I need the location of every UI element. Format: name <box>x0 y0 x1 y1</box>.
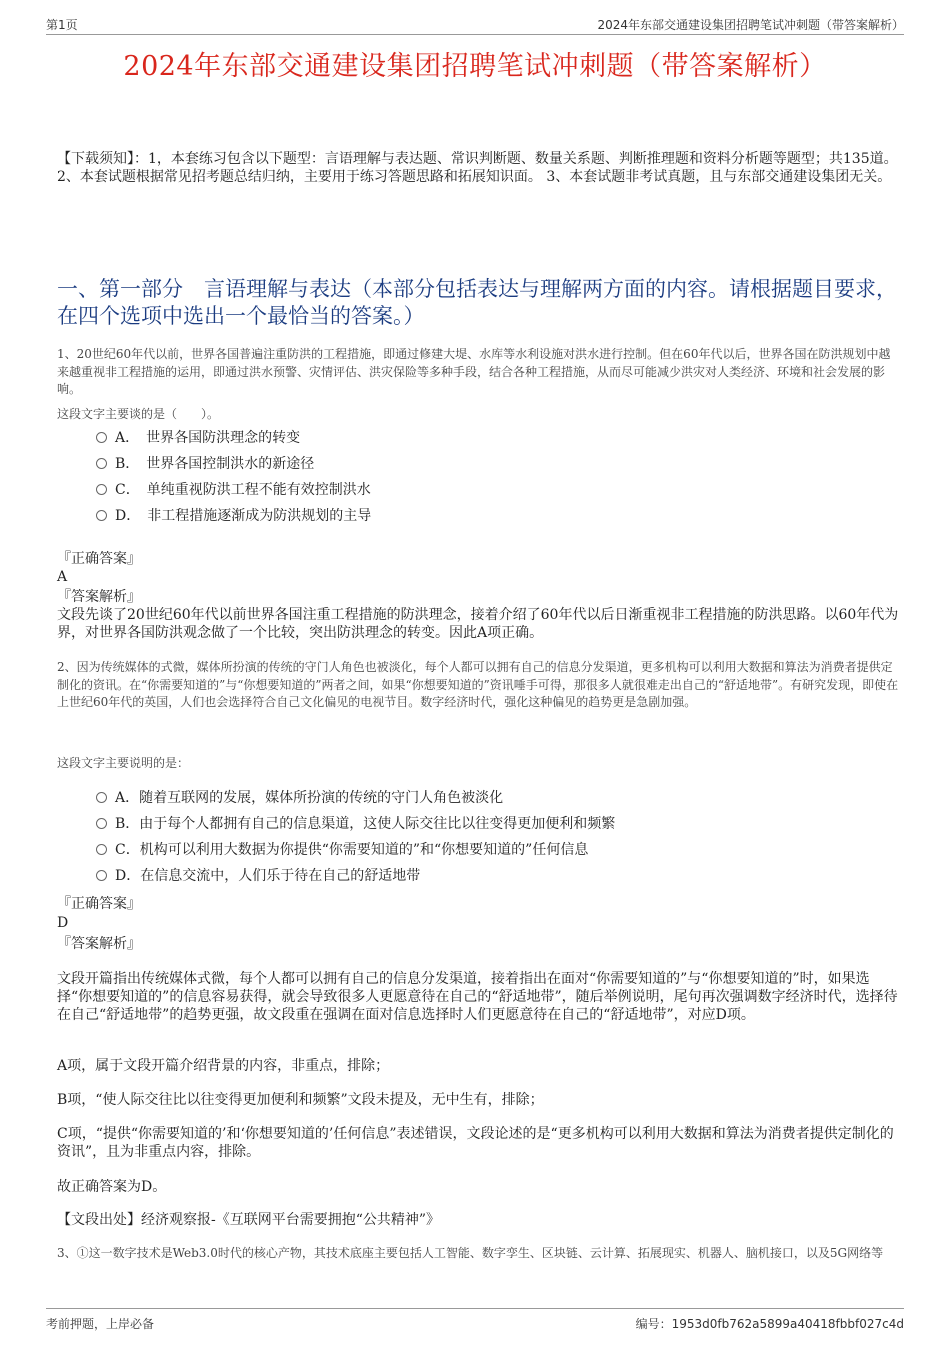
radio-icon[interactable] <box>96 510 107 521</box>
q2-option-b[interactable]: B．由于每个人都拥有自己的信息渠道，这使人际交往比以往变得更加便利和频繁 <box>96 814 615 834</box>
q1-answer-label: 『正确答案』 <box>57 551 141 567</box>
q2-analysis-label: 『答案解析』 <box>57 936 141 952</box>
q2-answer: D <box>57 915 69 931</box>
question-2-prompt: 这段文字主要说明的是： <box>57 756 190 770</box>
page-number: 第1页 <box>46 18 78 32</box>
footer-slogan: 考前押题，上岸必备 <box>46 1317 155 1331</box>
q1-option-b[interactable]: B． 世界各国控制洪水的新途径 <box>96 454 314 474</box>
q1-option-d[interactable]: D． 非工程措施逐渐成为防洪规划的主导 <box>96 506 371 526</box>
q2-option-d[interactable]: D．在信息交流中，人们乐于待在自己的舒适地带 <box>96 866 420 886</box>
footer-serial: 编号：1953d0fb762a5899a40418fbbf027c4d <box>635 1317 904 1331</box>
radio-icon[interactable] <box>96 870 107 881</box>
q2-answer-label: 『正确答案』 <box>57 896 141 912</box>
radio-icon[interactable] <box>96 792 107 803</box>
radio-icon[interactable] <box>96 818 107 829</box>
q2-note-b: B项，“使人际交往比以往变得更加便利和频繁”文段未提及，无中生有，排除； <box>57 1092 544 1108</box>
question-2-text: 2、因为传统媒体的式微，媒体所扮演的传统的守门人角色也被淡化，每个人都可以拥有自己的信息分发渠道，更多机构可以利用大数据和算法为消费者提供定制化的资讯。在“你需要知道的”与“你想要知道的”两者之间，如果“你想要知道的”资讯唾手可得，那很多人就很难走出自己的“舒适地带”。有研究发现，即使在上世纪60年代的英国，人们也会选择符合自己文化偏见的电视节目。数字经济时代，强化这种偏见的趋势更是急剧加强。 <box>57 660 899 709</box>
radio-icon[interactable] <box>96 844 107 855</box>
q2-source: 【文段出处】经济观察报-《互联网平台需要拥抱“公共精神”》 <box>57 1212 441 1228</box>
q1-analysis: 文段先谈了20世纪60年代以前世界各国注重工程措施的防洪理念，接着介绍了60年代以后日渐重视非工程措施的防洪思路。以60年代为界，对世界各国防洪观念做了一个比较，突出防洪理念的转变。因此A项正确。 <box>57 607 899 641</box>
question-3-text: 3、①这一数字技术是Web3.0时代的核心产物，其技术底座主要包括人工智能、数字孪生、区块链、云计算、拓展现实、机器人、脑机接口，以及5G网络等 <box>57 1246 884 1260</box>
q1-analysis-label: 『答案解析』 <box>57 589 141 605</box>
q1-option-c[interactable]: C． 单纯重视防洪工程不能有效控制洪水 <box>96 480 371 500</box>
page-header <box>46 14 904 35</box>
radio-icon[interactable] <box>96 458 107 469</box>
download-notice: 【下载须知】：1，本套练习包含以下题型：言语理解与表达题、常识判断题、数量关系题、判断推理题和资料分析题等题型；共135道。 2、本套试题根据常见招考题总结归纳，主要用于练习答题思路和拓展知识面。 3、本套试题非考试真题，且与东部交通建设集团无关。 <box>57 151 898 185</box>
radio-icon[interactable] <box>96 484 107 495</box>
header-doc-title: 2024年东部交通建设集团招聘笔试冲刺题（带答案解析） <box>597 18 904 32</box>
page-title: 2024年东部交通建设集团招聘笔试冲刺题（带答案解析） <box>123 51 827 82</box>
question-1-prompt: 这段文字主要谈的是（ ）。 <box>57 407 220 421</box>
q1-option-a[interactable]: A． 世界各国防洪理念的转变 <box>96 428 300 448</box>
q2-note-a: A项，属于文段开篇介绍背景的内容，非重点，排除； <box>57 1058 390 1074</box>
q2-analysis: 文段开篇指出传统媒体式微，每个人都可以拥有自己的信息分发渠道，接着指出在面对“你需要知道的”与“你想要知道的”时，如果选择“你想要知道的”的信息容易获得，就会导致很多人更愿意待在自己的“舒适地带”，随后举例说明，尾句再次强调数字经济时代，选择待在自己“舒适地带”的趋势更强，故文段重在强调在面对信息选择时人们更愿意待在自己的“舒适地带”，对应D项。 <box>57 971 898 1023</box>
q2-option-c[interactable]: C．机构可以利用大数据为你提供“你需要知道的”和“你想要知道的”任何信息 <box>96 840 588 860</box>
q1-answer: A <box>57 569 68 585</box>
section-heading: 一、第一部分 言语理解与表达（本部分包括表达与理解两方面的内容。请根据题目要求，在四个选项中选出一个最恰当的答案。） <box>57 277 897 328</box>
q2-option-a[interactable]: A．随着互联网的发展，媒体所扮演的传统的守门人角色被淡化 <box>96 788 503 808</box>
radio-icon[interactable] <box>96 432 107 443</box>
question-1-text: 1、20世纪60年代以前，世界各国普遍注重防洪的工程措施，即通过修建大堤、水库等水利设施对洪水进行控制。但在60年代以后，世界各国在防洪规划中越来越重视非工程措施的运用，即通过洪水预警、灾情评估、洪灾保险等多种手段，结合各种工程措施，从而尽可能减少洪灾对人类经济、环境和社会发展的影响。 <box>57 347 891 396</box>
q2-conclusion: 故正确答案为D。 <box>57 1179 167 1195</box>
q2-note-c: C项，“提供“你需要知道的’和‘你想要知道的’任何信息”表述错误，文段论述的是“更多机构可以利用大数据和算法为消费者提供定制化的资讯”，且为非重点内容，排除。 <box>57 1126 894 1160</box>
page-footer <box>46 1308 904 1335</box>
